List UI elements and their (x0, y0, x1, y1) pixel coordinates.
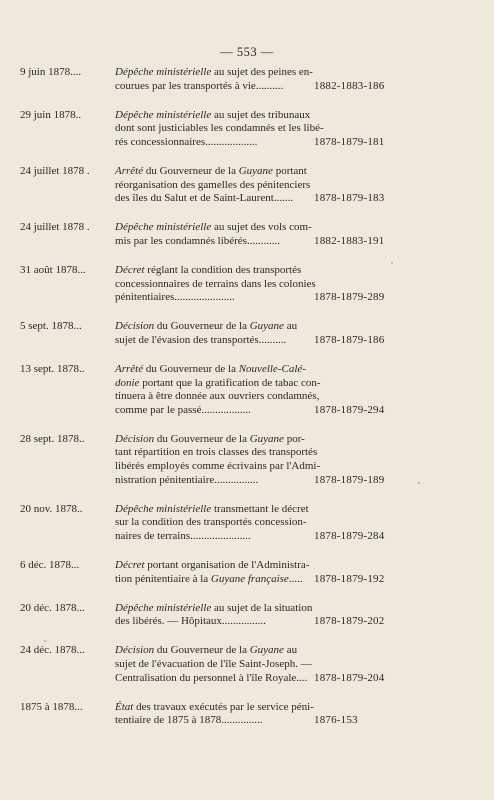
entry-line: Dépêche ministérielle au sujet des tribunaux (115, 108, 311, 121)
document-type-label: Décision (115, 644, 155, 657)
document-type-label: Dépêche ministérielle (115, 601, 212, 614)
document-type-label: Arrêté (115, 164, 144, 177)
entry-line: Centralisation du personnel à l'île Royale.... (115, 671, 308, 684)
entry-line: Décret portant organisation de l'Administra- (115, 558, 310, 571)
entry-row (0, 602, 494, 629)
entry-row (0, 701, 494, 728)
entry-reference: 1878-1879-192 (314, 572, 385, 585)
entry-date: 28 sept. 1878.. (20, 432, 85, 445)
entry-line: Décret réglant la condition des transportés (115, 263, 302, 276)
entry-description (115, 221, 312, 248)
entry-line: Arrêté du Gouverneur de la Guyane portant (115, 164, 307, 177)
entry-reference: 1876-153 (314, 714, 358, 727)
document-type-label: Décret (115, 263, 145, 276)
entry-date: 20 déc. 1878... (20, 601, 85, 614)
entry-line: État des travaux exécutés par le service péni- (115, 700, 314, 713)
entry-list (0, 66, 494, 743)
entry-line: courues par les transportés à vie.......... (115, 79, 284, 92)
document-type-label: Dépêche ministérielle (115, 221, 212, 234)
entry-row (0, 644, 494, 685)
entry-description (115, 108, 324, 150)
entry-line: Arrêté du Gouverneur de la Nouvelle-Calé- (115, 362, 306, 375)
entry-line: sujet de l'évacuation de l'île Saint-Joseph. — (115, 657, 312, 670)
entry-description (115, 601, 313, 629)
entry-description (115, 700, 314, 728)
entry-line: donie portant que la gratification de tabac con- (115, 376, 321, 389)
entry-row (0, 66, 494, 93)
document-type-label: Dépêche ministérielle (115, 108, 212, 121)
paper-speck (44, 640, 46, 642)
entry-line: sujet de l'évasion des transportés.......... (115, 333, 287, 346)
entry-line: rés concessionnaires................... (115, 135, 258, 148)
document-type-label: Arrêté (115, 362, 144, 375)
entry-line: dont sont justiciables les condamnés et les libé- (115, 122, 324, 135)
entry-line: comme par le passé.................. (115, 403, 251, 416)
entry-date: 31 août 1878... (20, 263, 86, 276)
entry-description (115, 362, 321, 417)
entry-reference: 1878-1879-284 (314, 529, 385, 542)
entry-line: tentiaire de 1875 à 1878............... (115, 714, 263, 727)
entry-line: Dépêche ministérielle transmettant le décret (115, 502, 309, 515)
entry-date: 20 nov. 1878.. (20, 502, 83, 515)
entry-line: Décision du Gouverneur de la Guyane por- (115, 432, 305, 445)
entry-row (0, 433, 494, 487)
entry-description (115, 263, 316, 305)
entry-line: tion pénitentiaire à la Guyane française..... (115, 572, 303, 585)
entry-line: concessionnaires de terrains dans les colonies (115, 277, 316, 290)
entry-date: 9 juin 1878.... (20, 66, 82, 78)
document-type-label: Dépêche ministérielle (115, 66, 212, 78)
entry-reference: 1882-1883-186 (314, 79, 385, 92)
entry-date: 13 sept. 1878.. (20, 362, 85, 375)
entry-row (0, 264, 494, 305)
entry-row (0, 221, 494, 248)
entry-description (115, 432, 321, 487)
entry-line: nistration pénitentiaire................ (115, 473, 259, 486)
entry-line: des libérés. — Hôpitaux................ (115, 615, 266, 628)
entry-line: sur la condition des transportés concession- (115, 516, 307, 529)
entry-line: Décision du Gouverneur de la Guyane au (115, 644, 298, 657)
entry-reference: 1878-1879-183 (314, 192, 385, 205)
entry-reference: 1878-1879-289 (314, 291, 385, 304)
entry-description (115, 164, 311, 206)
document-type-label: Décret (115, 558, 145, 571)
document-type-label: Dépêche ministérielle (115, 502, 212, 515)
document-type-label: Décision (115, 432, 155, 445)
document-type-label: Décision (115, 320, 155, 333)
entry-line: Dépêche ministérielle au sujet des peines en- (115, 66, 313, 78)
entry-line: pénitentiaires...................... (115, 291, 235, 304)
entry-row (0, 109, 494, 150)
entry-date: 24 juillet 1878 . (20, 221, 90, 234)
entry-line: naires de terrains...................... (115, 529, 251, 542)
entry-line: Décision du Gouverneur de la Guyane au (115, 320, 298, 333)
entry-reference: 1878-1879-181 (314, 135, 385, 148)
document-type-label: État (115, 700, 134, 713)
entry-line: Dépêche ministérielle au sujet de la situation (115, 601, 313, 614)
page-number: — 553 — (220, 45, 274, 59)
entry-description (115, 558, 310, 586)
entry-date: 1875 à 1878... (20, 700, 83, 713)
entry-date: 24 juillet 1878 . (20, 164, 90, 177)
entry-row (0, 559, 494, 586)
entry-date: 5 sept. 1878... (20, 320, 82, 333)
entry-description (115, 66, 313, 93)
entry-reference: 1878-1879-189 (314, 473, 385, 486)
entry-reference: 1878-1879-294 (314, 403, 385, 416)
entry-description (115, 644, 312, 685)
entry-date: 6 déc. 1878... (20, 558, 80, 571)
entry-reference: 1878-1879-186 (314, 333, 385, 346)
entry-line: des îles du Salut et de Saint-Laurent....... (115, 192, 294, 205)
entry-description (115, 320, 307, 347)
entry-line: libérés employés comme écrivains par l'Admi- (115, 459, 321, 472)
entry-line: réorganisation des gamelles des pénitenciers (115, 178, 311, 191)
entry-line: tinuera à être donnée aux ouvriers condamnés, (115, 390, 320, 403)
entry-line: tant répartition en trois classes des transportés (115, 446, 318, 459)
entry-line: Dépêche ministérielle au sujet des vols com- (115, 221, 312, 234)
entry-date: 24 déc. 1878... (20, 644, 85, 657)
paper-speck (391, 262, 393, 264)
entry-row (0, 165, 494, 206)
entry-row (0, 503, 494, 544)
entry-row (0, 320, 494, 347)
entry-date: 29 juin 1878.. (20, 108, 82, 121)
entry-row (0, 363, 494, 417)
entry-line: mis par les condamnés libérés............ (115, 234, 280, 247)
entry-reference: 1878-1879-204 (314, 671, 385, 684)
entry-description (115, 503, 307, 544)
paper-speck (418, 482, 420, 484)
entry-reference: 1882-1883-191 (314, 234, 385, 247)
entry-reference: 1878-1879-202 (314, 615, 385, 628)
